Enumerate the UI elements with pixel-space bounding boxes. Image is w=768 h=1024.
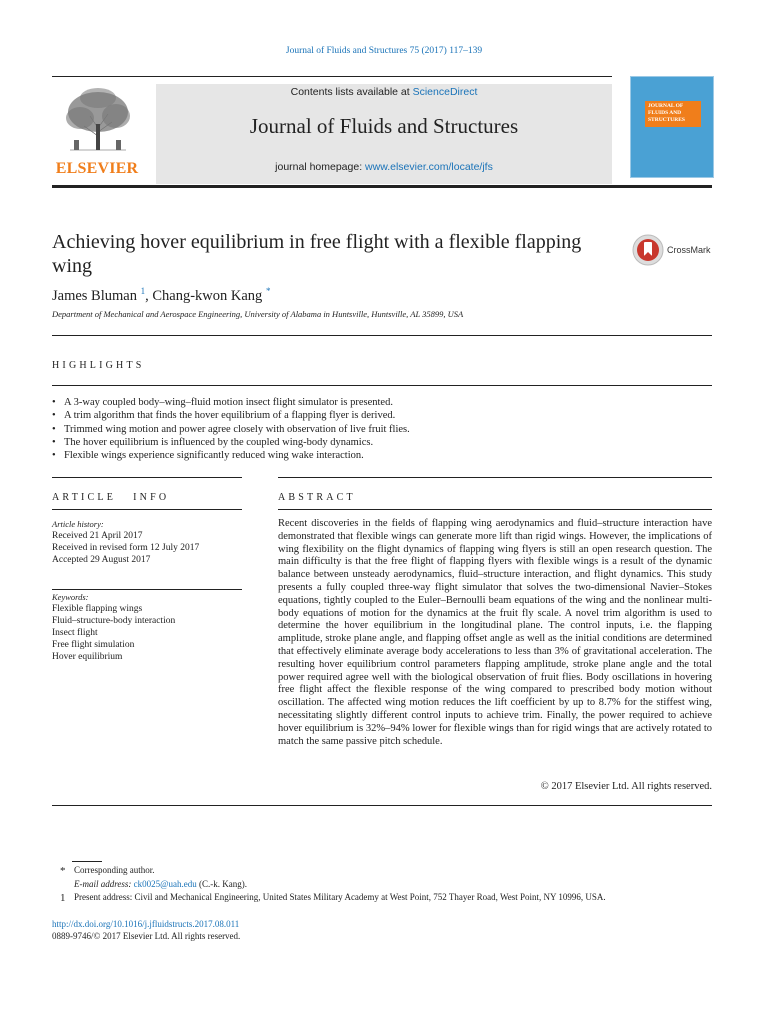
keyword: Fluid–structure-body interaction (52, 616, 176, 626)
keywords-label: Keywords: (52, 592, 89, 602)
email-label: E-mail address: (74, 879, 134, 889)
masthead-top-rule (52, 76, 612, 77)
highlight-item: • A 3-way coupled body–wing–fluid motion insect flight simulator is presented. (52, 396, 712, 409)
article-history (52, 518, 242, 566)
corresponding-marker[interactable]: * (265, 286, 271, 296)
keyword: Free flight simulation (52, 640, 135, 650)
footnote-text: Corresponding author. (74, 865, 155, 875)
info-top-rule (52, 477, 242, 478)
crossmark-label[interactable]: CrossMark (667, 245, 711, 255)
highlights-list (52, 396, 712, 462)
received-date: Received 21 April 2017 (52, 531, 143, 541)
history-label: Article history: (52, 519, 104, 529)
footnote-text: Present address: Civil and Mechanical Engineering, United States Military Academy at West Point, 752 Thayer Road, West Point, NY 10996, USA. (74, 892, 606, 902)
footnote-mark: * (60, 865, 66, 877)
author-separator: , (145, 287, 153, 304)
abstract-rule (278, 509, 712, 510)
section-rule (52, 385, 712, 386)
elsevier-wordmark: ELSEVIER (55, 160, 139, 177)
highlight-item: • Flexible wings experience significantly reduced wing wake interaction. (52, 449, 712, 462)
contents-availability (156, 86, 612, 98)
accepted-date: Accepted 29 August 2017 (52, 555, 151, 565)
info-rule (52, 589, 242, 590)
abstract-heading: ABSTRACT (278, 492, 356, 503)
abstract-copyright: © 2017 Elsevier Ltd. All rights reserved. (540, 781, 712, 792)
doi-link[interactable]: http://dx.doi.org/10.1016/j.jfluidstructs.2017.08.011 (52, 919, 240, 929)
crossmark-icon[interactable] (632, 234, 664, 266)
highlight-item: • A trim algorithm that finds the hover equilibrium of a flapping flyer is derived. (52, 409, 712, 422)
affiliation-marker[interactable]: 1 (140, 286, 146, 296)
author-list (52, 286, 270, 305)
email-suffix: (C.-k. Kang). (196, 879, 247, 889)
issn-copyright: 0889-9746/© 2017 Elsevier Ltd. All rights reserved. (52, 931, 241, 941)
author-name[interactable]: James Bluman (52, 287, 137, 304)
info-rule (52, 509, 242, 510)
revised-date: Received in revised form 12 July 2017 (52, 543, 200, 553)
email-link[interactable]: ck0025@uah.edu (133, 879, 197, 889)
present-address-footnote (60, 892, 606, 904)
abstract-top-rule (278, 477, 712, 478)
keyword: Insect flight (52, 628, 98, 638)
homepage-prefix: journal homepage: (275, 161, 366, 173)
section-rule (52, 805, 712, 806)
sciencedirect-link[interactable]: ScienceDirect (412, 86, 478, 98)
highlight-item: • The hover equilibrium is influenced by the coupled wing-body dynamics. (52, 436, 712, 449)
abstract-body: Recent discoveries in the fields of flapping wing aerodynamics and fluid–structure interaction have demonstrated that flexible wings can generate more lift than rigid wings. However, the implications of wing flexibility on the flight dynamics of flapping wing flyers is still an open research question. The main difficulty is that the free flight of flapping flyers with flexible wings is a result of the dynamic balance between unsteady aerodynamics, fluid–structure interaction, and flight dynamics. This study presents a fully coupled three-way flight simulator that solves the two-dimensional Navier–Stokes equations, tightly coupled to the Euler–Bernoulli beam equations of the wing and the nonlinear multi-body equations of motion for the dynamics at the fruit fly scale. A novel trim algorithm is used to determine the hover equilibrium in the longitudinal plane. The control inputs, i.e. the flapping amplitude, stroke plane angle, and flapping offset angle as well as the initial conditions are determined that effectively eliminate average body accelerations to less than 3% of gravitational acceleration. The resulting hover equilibrium control parameters flapping amplitude, stroke plane angle and the total power required agree well with the biological observation of fruit flies. Body oscillations in hovering free flight affect the flexible response of the wing compared to prescribed body motion without oscillation. The affected wing motion reduces the lift coefficient by up to 8.7% for the stiffest wing, necessitating slightly different control inputs to achieve trim. Finally, the power required to achieve hover equilibrium is 32%–94% lower for flexible wings than for rigid wings that are actively rotated to match the same passive pitch schedule. (278, 518, 712, 747)
corresponding-footnote (60, 865, 155, 877)
journal-title: Journal of Fluids and Structures (249, 114, 519, 138)
keyword: Hover equilibrium (52, 652, 123, 662)
masthead-bottom-rule (52, 185, 712, 188)
highlights-heading: HIGHLIGHTS (52, 360, 145, 371)
footnote-mark: 1 (60, 892, 66, 904)
journal-citation-link[interactable]: Journal of Fluids and Structures 75 (2017) 117–139 (285, 46, 483, 56)
article-info-heading: ARTICLE INFO (52, 492, 170, 503)
homepage-link[interactable]: www.elsevier.com/locate/jfs (365, 161, 493, 173)
section-rule (52, 335, 712, 336)
email-line (74, 879, 247, 889)
journal-cover-thumbnail[interactable] (630, 76, 714, 178)
affiliation: Department of Mechanical and Aerospace Engineering, University of Alabama in Huntsville, Huntsville, AL 35899, USA (52, 309, 464, 319)
keyword: Flexible flapping wings (52, 604, 143, 614)
paper-title: Achieving hover equilibrium in free flight with a flexible flapping wing (52, 231, 582, 277)
footnote-rule (72, 861, 102, 862)
cover-title: JOURNAL OF FLUIDS AND STRUCTURES (645, 101, 701, 127)
author-name[interactable]: Chang-kwon Kang (152, 287, 263, 304)
highlight-item: • Trimmed wing motion and power agree closely with observation of live fruit flies. (52, 423, 712, 436)
journal-homepage (156, 161, 612, 173)
keywords (52, 591, 242, 663)
contents-prefix: Contents lists available at (290, 86, 413, 98)
